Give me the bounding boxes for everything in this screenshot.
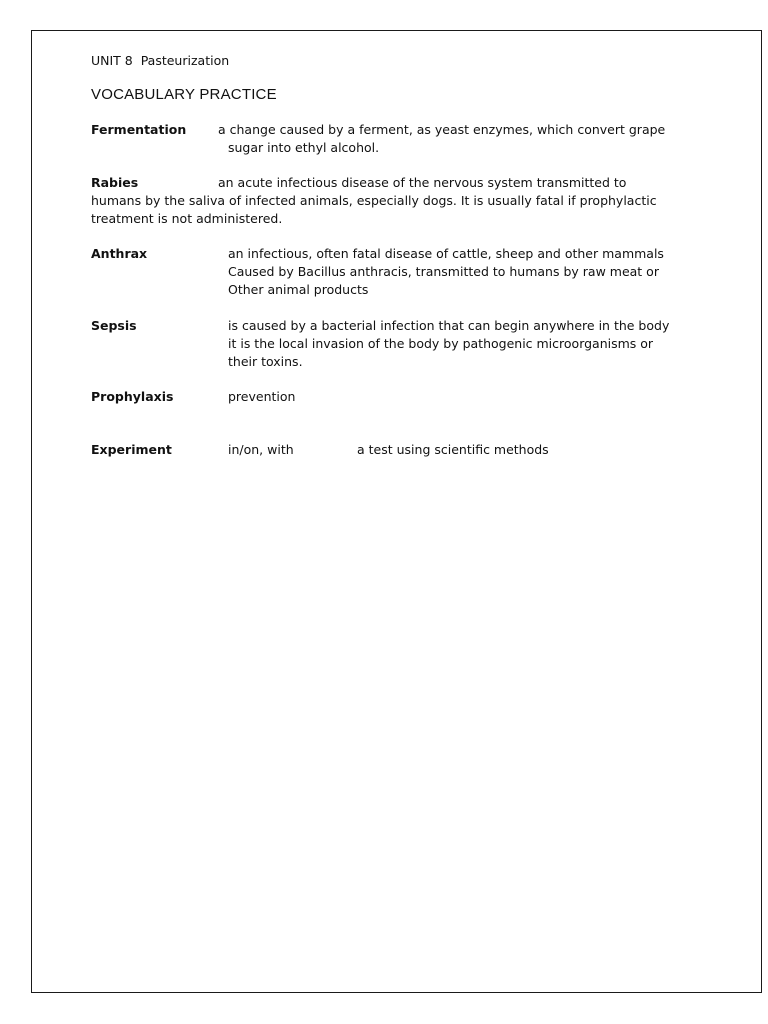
definition-experiment: a test using scientific methods — [357, 442, 549, 457]
term-rabies: Rabies — [91, 175, 139, 190]
definition-sepsis-line-2: it is the local invasion of the body by pathogenic microorganisms or — [228, 336, 654, 351]
term-experiment: Experiment — [91, 442, 172, 457]
definition-sepsis-line-3: their toxins. — [228, 354, 303, 369]
unit-title: UNIT 8 Pasteurization — [91, 53, 230, 68]
definition-rabies-line-3: treatment is not administered. — [91, 211, 283, 226]
definition-rabies-line-2: humans by the saliva of infected animals, especially dogs. It is usually fatal if prophylactic — [91, 193, 657, 208]
definition-anthrax-line-1: an infectious, often fatal disease of cattle, sheep and other mammals — [228, 246, 664, 261]
term-anthrax: Anthrax — [91, 246, 148, 261]
definition-anthrax-line-2: Caused by Bacillus anthracis, transmitted to humans by raw meat or — [228, 264, 659, 279]
definition-rabies-line-1: an acute infectious disease of the nervous system transmitted to — [218, 175, 627, 190]
term-fermentation: Fermentation — [91, 122, 187, 137]
section-heading: VOCABULARY PRACTICE — [91, 86, 277, 103]
definition-fermentation-line-2: sugar into ethyl alcohol. — [228, 140, 380, 155]
definition-fermentation-line-1: a change caused by a ferment, as yeast enzymes, which convert grape — [218, 122, 666, 137]
definition-prophylaxis: prevention — [228, 389, 296, 404]
term-prophylaxis: Prophylaxis — [91, 389, 174, 404]
preposition-experiment: in/on, with — [228, 442, 294, 457]
definition-sepsis-line-1: is caused by a bacterial infection that can begin anywhere in the body — [228, 318, 670, 333]
term-sepsis: Sepsis — [91, 318, 137, 333]
definition-anthrax-line-3: Other animal products — [228, 282, 369, 297]
